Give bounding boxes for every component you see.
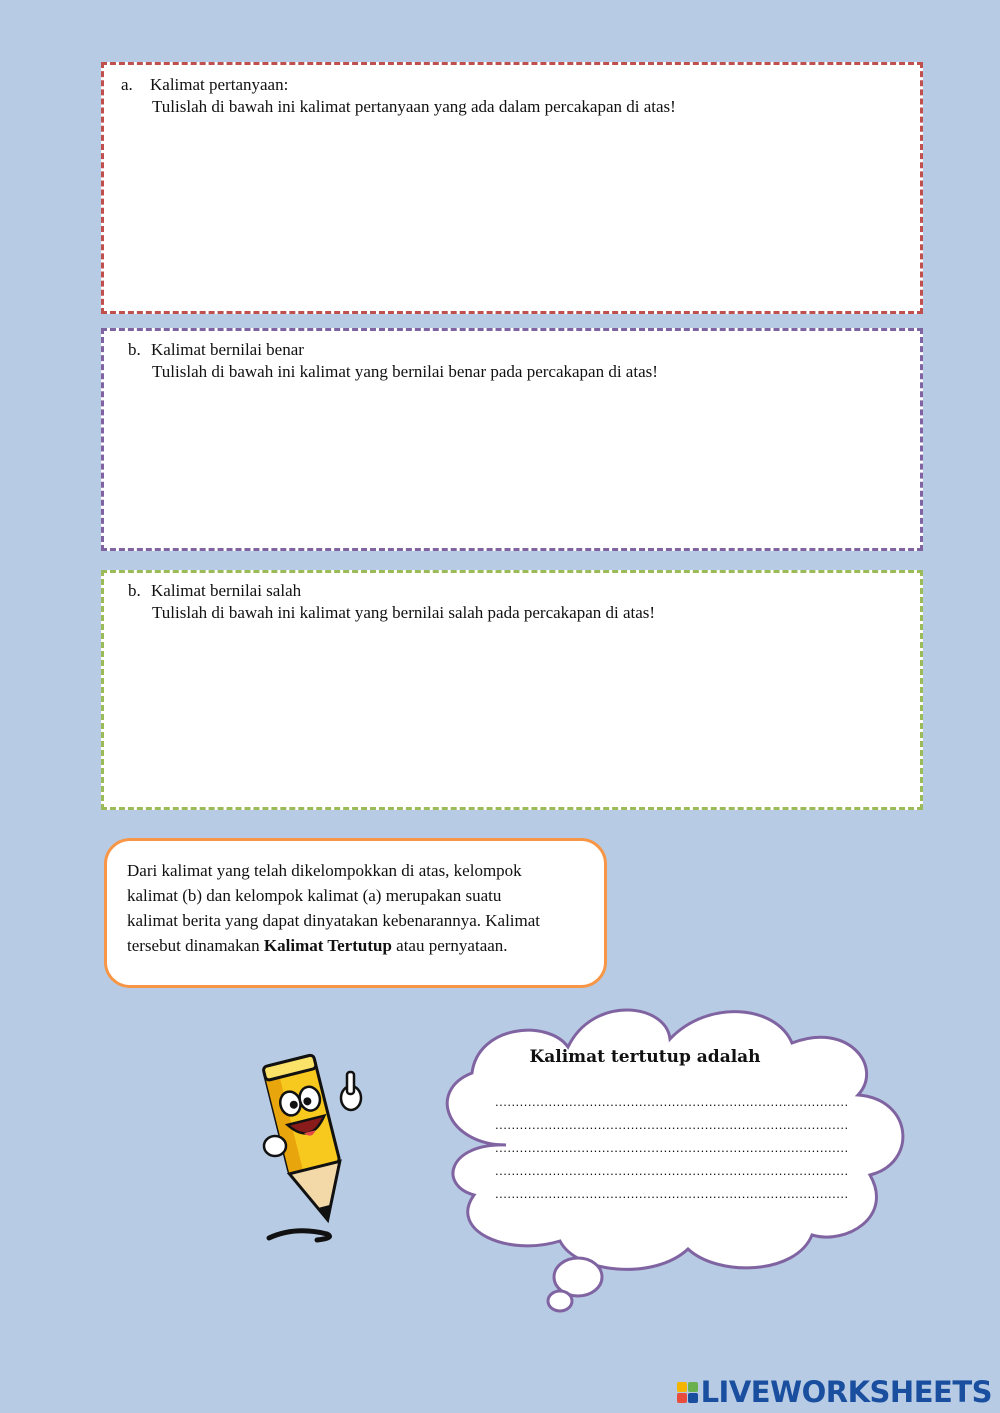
brand-tile [677,1393,687,1403]
answer-line[interactable]: ...................................................................................... [495,1163,849,1178]
task-heading [121,74,288,95]
note-line: kalimat (b) dan kelompok kalimat (a) merupakan suatu [127,886,502,905]
pencil-mascot-icon [255,1050,370,1245]
brand-name: LIVEWORKSHEETS [700,1375,992,1409]
task-instruction: Tulislah di bawah ini kalimat yang bernilai benar pada percakapan di atas! [152,362,658,381]
brand-tile [688,1393,698,1403]
note-text: tersebut dinamakan [127,936,264,955]
task-box-true-sentences[interactable] [101,328,923,551]
brand-tile [677,1382,687,1392]
task-letter: b. [128,340,141,359]
task-title: Kalimat bernilai salah [151,581,302,600]
task-heading [128,339,304,360]
cloud-title: Kalimat tertutup adalah [529,1047,761,1067]
note-term: Kalimat Tertutup [263,936,392,955]
brand-tile [688,1382,698,1392]
answer-line[interactable]: ...................................................................................... [495,1186,849,1201]
answer-line[interactable]: ...................................................................................... [495,1117,849,1132]
note-text: atau pernyataan. [391,936,508,955]
task-box-question-sentences[interactable] [101,62,923,314]
answer-line[interactable]: ...................................................................................... [495,1140,849,1155]
answer-line[interactable]: ...................................................................................... [495,1094,849,1109]
task-heading [128,580,301,601]
note-line [127,933,584,958]
task-box-false-sentences[interactable] [101,570,923,810]
note-line: kalimat berita yang dapat dinyatakan kebenarannya. Kalimat [127,911,541,930]
task-title: Kalimat bernilai benar [151,340,304,359]
task-instruction: Tulislah di bawah ini kalimat pertanyaan yang ada dalam percakapan di atas! [152,97,676,116]
task-letter: b. [128,581,141,600]
task-letter: a. [121,75,133,94]
task-title: Kalimat pertanyaan: [150,75,289,94]
task-instruction: Tulislah di bawah ini kalimat yang bernilai salah pada percakapan di atas! [152,603,656,622]
brand-mark-icon [677,1382,698,1403]
liveworksheets-logo [677,1375,992,1409]
note-line: Dari kalimat yang telah dikelompokkan di atas, kelompok [127,861,522,880]
thought-cloud [408,995,918,1325]
explanation-note [104,838,607,988]
